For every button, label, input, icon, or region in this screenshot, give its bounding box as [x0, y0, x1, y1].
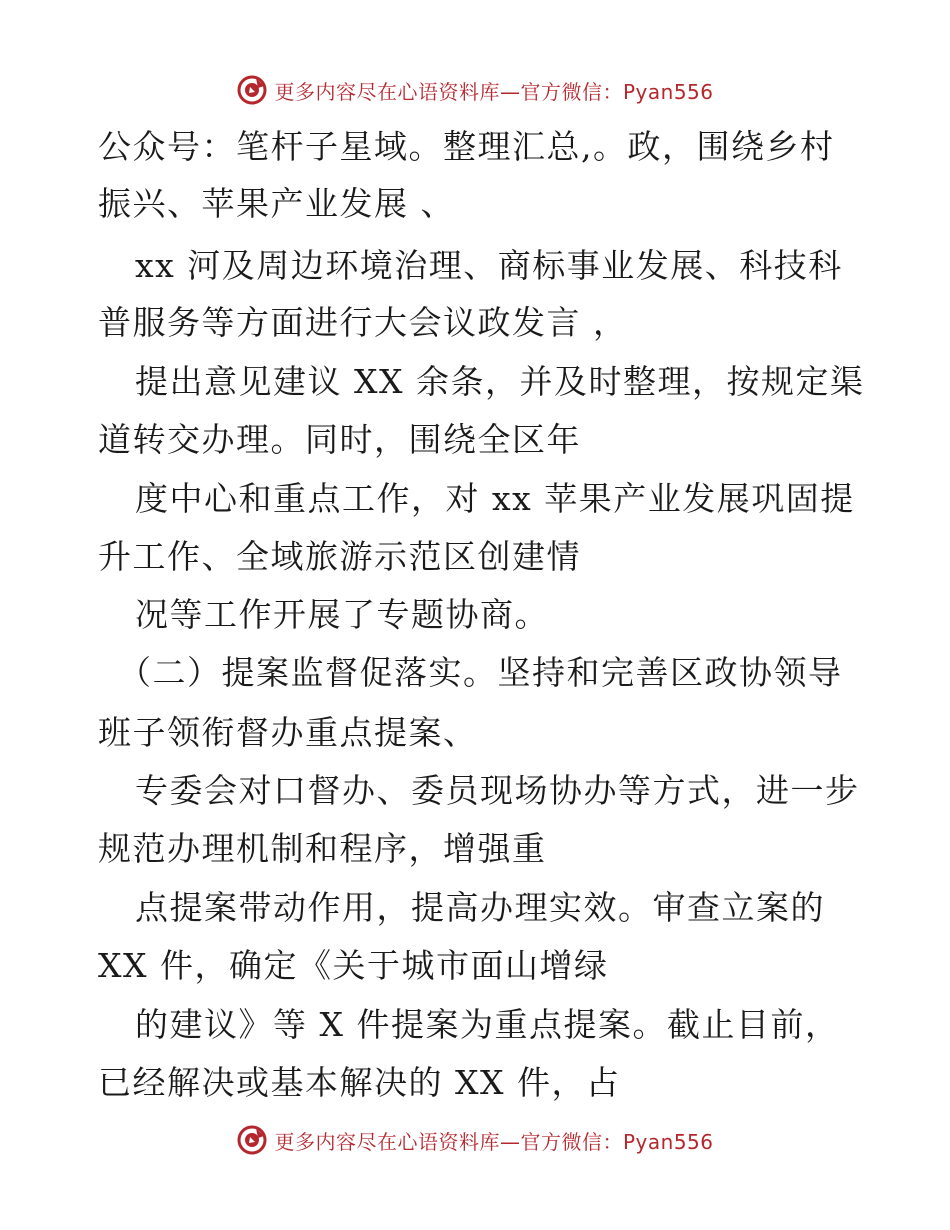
footer-banner [0, 1120, 950, 1160]
body-line-1: 公众号：笔杆子星域。整理汇总,。政，围绕乡村 [98, 127, 835, 166]
body-line-7: 度中心和重点工作，对 xx 苹果产业发展巩固提 [135, 479, 855, 518]
body-line-9: 况等工作开展了专题协商。 [135, 595, 549, 634]
body-line-11: 班子领衔督办重点提案、 [98, 713, 478, 752]
body-line-4: 普服务等方面进行大会议政发言 ， [98, 303, 628, 342]
body-line-17: 已经解决或基本解决的 XX 件，占 [98, 1063, 621, 1102]
header-banner-wechat-label: 官方微信： [520, 79, 623, 104]
body-line-2: 振兴、苹果产业发展 、 [98, 184, 455, 223]
body-line-14: 点提案带动作用，提高办理实效。审查立案的 [135, 888, 825, 927]
body-line-6: 道转交办理。同时，围绕全区年 [98, 420, 581, 459]
body-line-16: 的建议》等 X 件提案为重点提案。截止目前， [135, 1005, 840, 1044]
body-line-15: XX 件，确定《关于城市面山增绿 [98, 946, 609, 985]
body-line-12: 专委会对口督办、委员现场协办等方式，进一步 [135, 771, 860, 810]
footer-banner-text [274, 1126, 713, 1155]
body-line-3: xx 河及周边环境治理、商标事业发展、科技科 [135, 246, 843, 285]
body-line-13: 规范办理机制和程序，增强重 [98, 829, 547, 868]
body-line-5: 提出意见建议 XX 余条，并及时整理，按规定渠 [135, 362, 865, 401]
header-banner-dash: — [499, 79, 521, 104]
footer-banner-dash: — [499, 1129, 521, 1154]
body-line-8: 升工作、全域旅游示范区创建情 [98, 537, 581, 576]
footer-banner-title: 更多内容尽在心语资料库 [274, 1129, 500, 1154]
footer-banner-wechat-id: Pyan556 [622, 1129, 714, 1154]
brand-logo-icon [236, 1124, 268, 1156]
header-banner-wechat-id: Pyan556 [622, 79, 714, 104]
header-banner-title: 更多内容尽在心语资料库 [274, 79, 500, 104]
body-line-10: （二）提案监督促落实。坚持和完善区政协领导 [118, 653, 843, 692]
footer-banner-wechat-label: 官方微信： [520, 1129, 623, 1154]
